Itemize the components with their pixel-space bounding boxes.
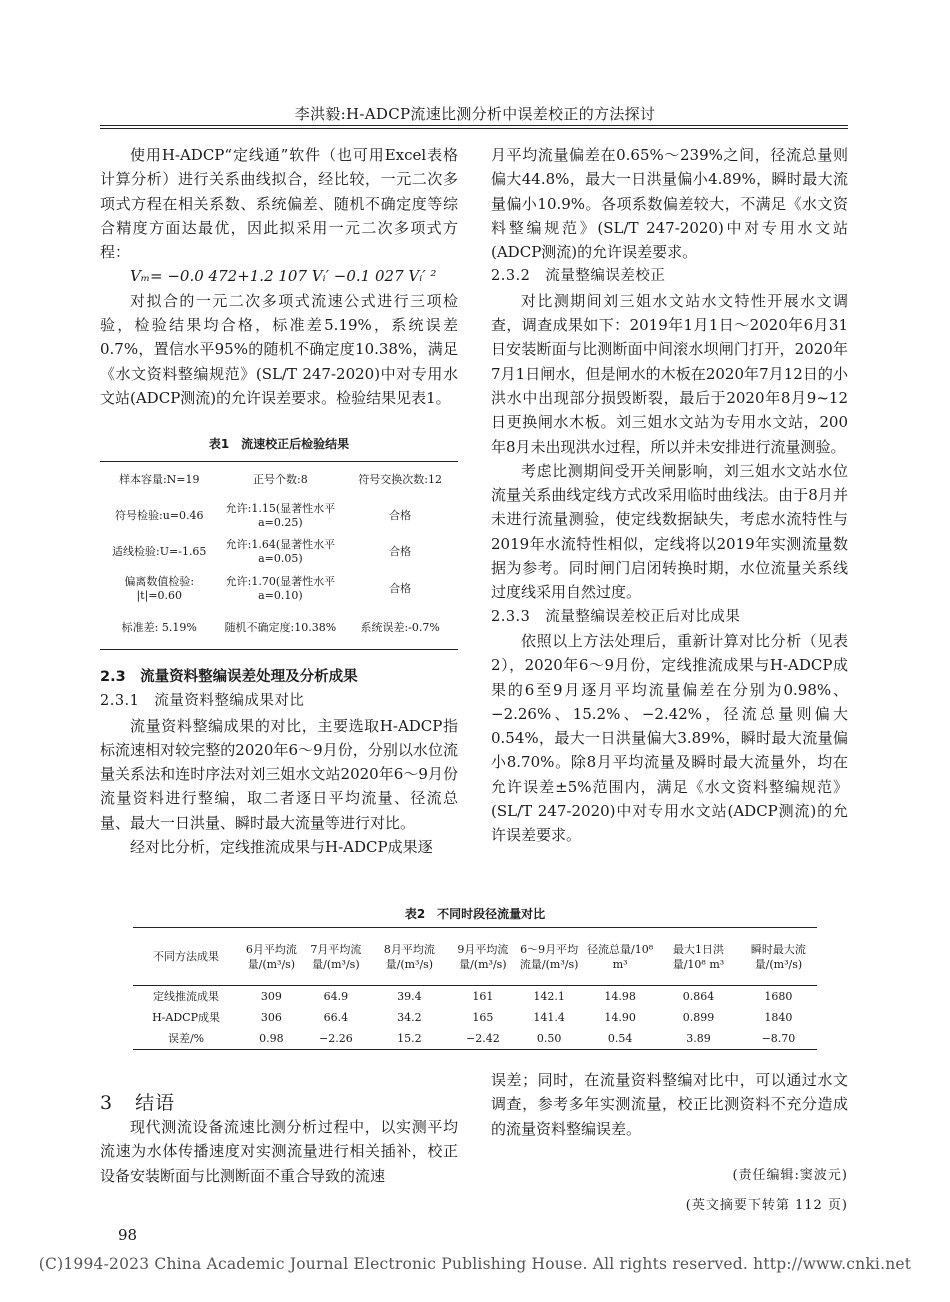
table-row bbox=[133, 986, 817, 1008]
table-header-cell: 瞬时最大流量/(m³/s) bbox=[740, 928, 817, 986]
table-header-cell: 6月平均流量/(m³/s) bbox=[239, 928, 304, 986]
table1-caption: 表1 流速校正后检验结果 bbox=[208, 437, 350, 451]
table-row bbox=[100, 608, 458, 650]
table-row bbox=[133, 1007, 817, 1028]
conclusion-number: 3 bbox=[100, 1092, 114, 1114]
paragraph-rating-curve: 考虑比测期间受开关闸影响，刘三姐水文站水位流量关系曲线定线方式改采用临时曲线法。由于8月并未进行流量测验，使定线数据缺失，考虑水流特性与2019年水流特性相似，定线将以2019年实测流量数据为参考。同时闸门启闭转换时期，水位流量关系线过度线采用自然过度。 bbox=[491, 461, 848, 602]
paragraph-conclusion-part2: 误差；同时，在流量资料整编对比中，可以通过水文调查，参考多年实测流量，校正比测资料不充分造成的流量资料整编误差。 bbox=[491, 1071, 848, 1138]
table-cell: 14.98 bbox=[604, 990, 636, 1003]
table-cell: 误差/% bbox=[133, 1028, 239, 1050]
table-cell: 64.9 bbox=[323, 990, 349, 1003]
table-cell: 随机不确定度:10.38% bbox=[224, 621, 337, 635]
left-column-bottom bbox=[100, 665, 458, 859]
paragraph-fitting-method: 使用H-ADCP“定线通”软件（也可用Excel表格计算分析）进行关系曲线拟合，经比较，一元二次多项式方程在相关系数、系统偏差、随机不确定度等综合精度方面达最优，因此拟采用一元二次多项式方程： bbox=[100, 146, 458, 262]
table-cell: 合格 bbox=[389, 581, 412, 595]
table-cell: 34.2 bbox=[397, 1011, 422, 1024]
table-header-cell: 8月平均流量/(m³/s) bbox=[368, 928, 450, 986]
left-column-top bbox=[100, 143, 458, 410]
table-cell: 定线推流成果 bbox=[153, 990, 220, 1003]
table-cell: 符号检验:u=0.46 bbox=[114, 508, 204, 522]
table-row bbox=[100, 570, 458, 608]
table-cell bbox=[218, 570, 342, 608]
paragraph-corrected-results: 依照以上方法处理后，重新计算对比分析（见表2），2020年6～9月份，定线推流成果与H-ADCP成果的6至9月逐月平均流量偏差在分别为0.98%、−2.26%、15.2%、−2.42%，径流总量则偏大0.54%，最大一日洪量偏大3.89%，瞬时最大流量偏小8.70%。除8月平均流量及瞬时最大流量外，均在允许误差±5%范围内，满足《水文资料整编规范》(SL/T 247-2020)中对专用水文站(ADCP测流)的允许误差要求。 bbox=[491, 631, 848, 845]
table-cell: 1680 bbox=[764, 990, 793, 1003]
alpha-line: a=0.25) bbox=[258, 515, 303, 529]
paragraph-test-results: 对拟合的一元二次多项式流速公式进行三项检验，检验结果均合格，标准差5.19%，系统误差0.7%，置信水平95%的随机不确定度10.38%，满足《水文资料整编规范》(SL/T 247-2020)中对专用水文站(ADCP测流)的允许误差要求。检验结果见表1。 bbox=[100, 291, 458, 407]
responsible-editor: (责任编辑:窦波元) bbox=[732, 1168, 848, 1183]
table-cell bbox=[218, 534, 342, 570]
table-row bbox=[100, 498, 458, 534]
table-cell: 161 bbox=[472, 990, 494, 1003]
test-label: 偏离数值检验: bbox=[124, 574, 195, 588]
table-cell: −2.42 bbox=[451, 1028, 516, 1050]
paragraph-deviation-result: 月平均流量偏差在0.65%～239%之间，径流总量则偏大44.8%，最大一日洪量偏小4.89%，瞬时最大流量偏小10.9%。各项系数偏差较大，不满足《水文资料整编规范》(SL/T 247-2020)中对专用水文站(ADCP测流)的允许误差要求。 bbox=[491, 146, 848, 262]
table-cell: 合格 bbox=[389, 508, 412, 522]
alpha-line: a=0.10) bbox=[258, 588, 303, 602]
header-rule bbox=[100, 125, 848, 126]
table-header-row bbox=[133, 928, 817, 986]
section-heading-2-3: 2.3 流量资料整编误差处理及分析成果 bbox=[100, 669, 358, 685]
table-cell: 合格 bbox=[389, 544, 412, 558]
table-cell: 141.4 bbox=[533, 1011, 565, 1024]
allow-line: 允许:1.15(显著性水平 bbox=[225, 501, 336, 515]
table-header-cell: 径流总量/10⁸ m³ bbox=[583, 928, 657, 986]
table-cell: −8.70 bbox=[740, 1028, 817, 1050]
table-row bbox=[100, 462, 458, 498]
running-header-title: 李洪毅:H-ADCP流速比测分析中误差校正的方法探讨 bbox=[294, 105, 656, 123]
paragraph-hydrology-survey: 对比测期间刘三姐水文站水文特性开展水文调查，调查成果如下：2019年1月1日～2020年6月31日安装断面与比测断面中间滚水坝闸门打开，2020年7月1日闸水，但是闸水的木板在2020年7月12日的小洪水中出现部分损毁断裂，最后于2020年8月9~12日更换闸水木板。刘三姐水文站为专用水文站，200年8月未出现洪水过程，所以并未安排进行流量测验。 bbox=[491, 291, 848, 456]
table-cell bbox=[100, 570, 218, 608]
table-header-cell: 最大1日洪量/10⁸ m³ bbox=[657, 928, 740, 986]
table-cell: 0.899 bbox=[682, 1011, 715, 1024]
table-cell: 39.4 bbox=[397, 990, 422, 1003]
subsection-heading-2-3-1: 2.3.1 流量资料整编成果对比 bbox=[100, 693, 305, 710]
table-cell: 1840 bbox=[764, 1011, 793, 1024]
allow-line: 允许:1.70(显著性水平 bbox=[225, 574, 336, 588]
table-header-cell: 9月平均流量/(m³/s) bbox=[451, 928, 516, 986]
test-value: |t|=0.60 bbox=[136, 588, 183, 602]
abstract-continued-note: (英文摘要下转第 112 页) bbox=[685, 1198, 848, 1213]
alpha-line: a=0.05) bbox=[258, 551, 303, 565]
table-row bbox=[100, 534, 458, 570]
header-rule-thin bbox=[100, 128, 848, 129]
table-cell: 306 bbox=[260, 1011, 282, 1024]
conclusion-title: 结语 bbox=[135, 1092, 176, 1114]
table-header-cell: 7月平均流量/(m³/s) bbox=[304, 928, 369, 986]
paragraph-comparison-start: 经对比分析，定线推流成果与H-ADCP成果逐 bbox=[130, 838, 433, 857]
paragraph-conclusion-part1: 现代测流设备流速比测分析过程中，以实测平均流速为水体传播速度对实测流量进行相关插补，校正设备安装断面与比测断面不重合导致的流速 bbox=[100, 1118, 458, 1185]
table-row bbox=[133, 1028, 817, 1050]
right-column bbox=[491, 143, 848, 848]
table-cell: 142.1 bbox=[533, 990, 565, 1003]
table-cell: 0.864 bbox=[682, 990, 715, 1003]
copyright-watermark: (C)1994-2023 China Academic Journal Electronic Publishing House. All rights reserved. http://www.cnki.net bbox=[38, 1255, 912, 1273]
table-cell: 样本容量:N=19 bbox=[118, 472, 200, 486]
subsection-heading-2-3-2: 2.3.2 流量整编误差校正 bbox=[491, 268, 666, 285]
table-cell: 14.90 bbox=[604, 1011, 636, 1024]
table-header-cell: 6～9月平均流量/(m³/s) bbox=[515, 928, 583, 986]
table-cell: 正号个数:8 bbox=[253, 472, 308, 486]
table-header-cell: 不同方法成果 bbox=[133, 928, 239, 986]
page-number: 98 bbox=[118, 1226, 138, 1244]
table-cell bbox=[218, 498, 342, 534]
allow-line: 允许:1.64(显著性水平 bbox=[225, 537, 336, 551]
conclusion-heading bbox=[100, 1088, 175, 1115]
table-cell: 0.54 bbox=[583, 1028, 657, 1050]
table1 bbox=[100, 461, 458, 650]
paragraph-comparison-scope: 流量资料整编成果的对比，主要选取H-ADCP指标流速相对较完整的2020年6～9月份，分别以水位流量关系法和连时序法对刘三姐水文站2020年6～9月份流量资料进行整编，取二者逐日平均流量、径流总量、最大一日洪量、瞬时最大流量等进行对比。 bbox=[100, 716, 458, 832]
subsection-heading-2-3-3: 2.3.3 流量整编误差校正后对比成果 bbox=[491, 608, 741, 625]
conclusion-right-text bbox=[491, 1068, 848, 1141]
table-cell: 66.4 bbox=[323, 1011, 349, 1024]
regression-formula: Vₘ= −0.0 472+1.2 107 Vᵢ′ −0.1 027 Vᵢ′ ² bbox=[130, 267, 437, 286]
table-cell: 165 bbox=[472, 1011, 494, 1024]
table2-caption: 表2 不同时段径流量对比 bbox=[404, 907, 546, 921]
table-cell: 3.89 bbox=[657, 1028, 740, 1050]
table-cell: 15.2 bbox=[368, 1028, 450, 1050]
conclusion-left-text bbox=[100, 1115, 458, 1188]
table-cell: 0.50 bbox=[515, 1028, 583, 1050]
table-cell: 系统误差:-0.7% bbox=[360, 621, 440, 635]
table-cell: 标准差: 5.19% bbox=[121, 621, 197, 635]
table-cell: −2.26 bbox=[304, 1028, 369, 1050]
table-cell: 符号交换次数:12 bbox=[358, 472, 442, 486]
table-cell: 0.98 bbox=[239, 1028, 304, 1050]
table2 bbox=[133, 927, 817, 1050]
table-cell: 适线检验:U=-1.65 bbox=[112, 544, 207, 558]
table-cell: 309 bbox=[260, 990, 282, 1003]
table-cell: H-ADCP成果 bbox=[152, 1011, 220, 1024]
